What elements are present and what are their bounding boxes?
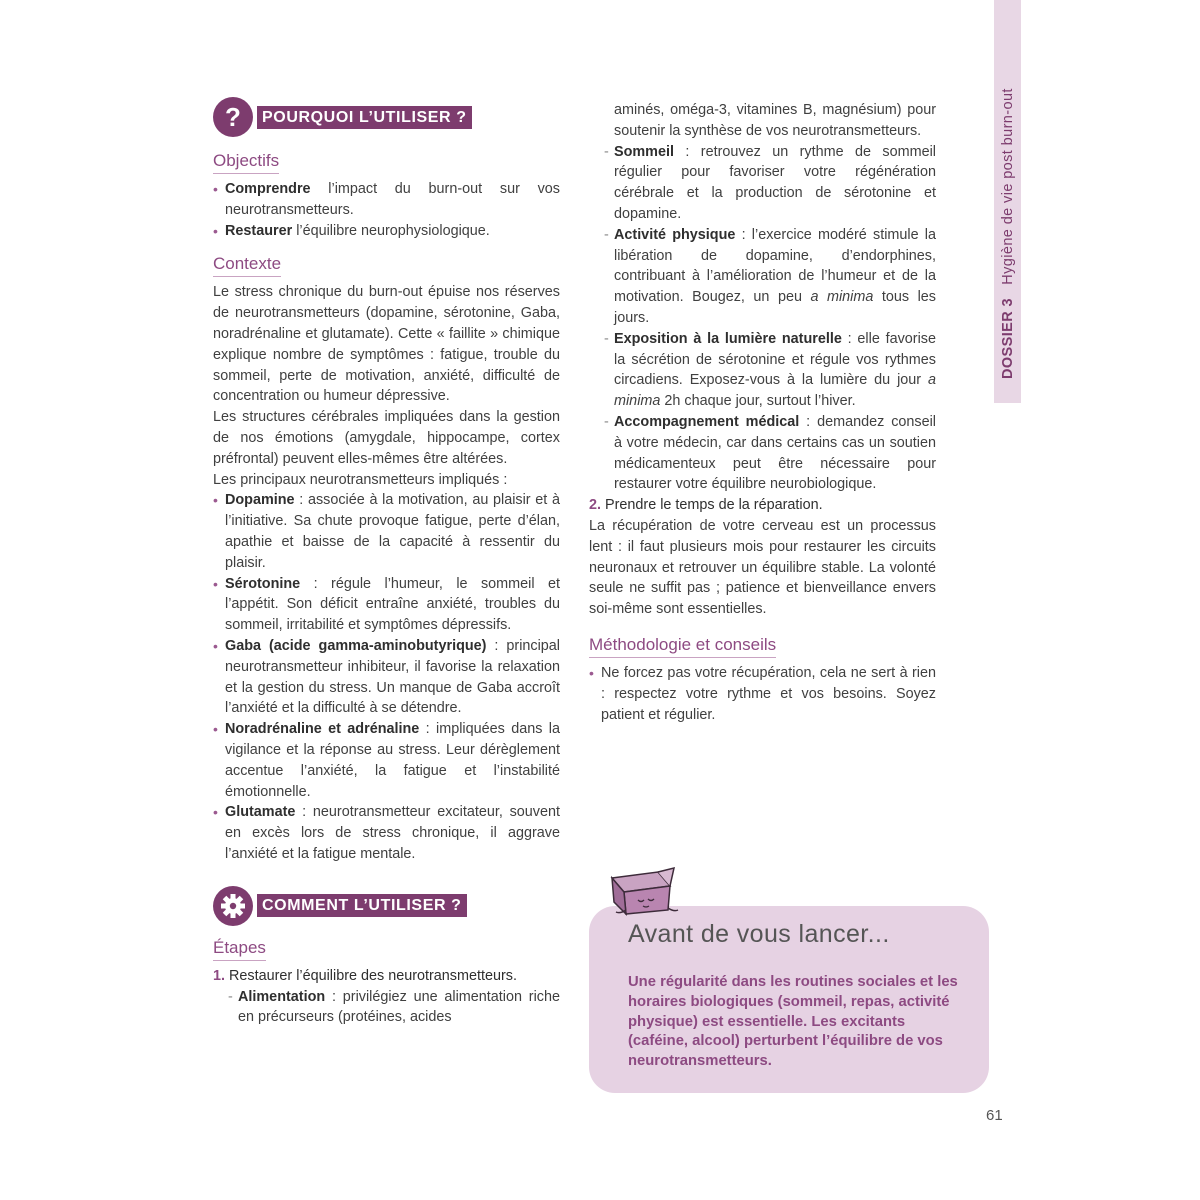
gear-icon xyxy=(213,886,253,926)
list-item: • Restaurer l’équilibre neurophysiologique. xyxy=(213,221,560,242)
contexte-paragraph: Les structures cérébrales impliquées dans la gestion de nos émotions (amygdale, hippocampe, cortex préfrontal) peuvent elles-mêmes être altérées. xyxy=(213,409,560,467)
neurotransmitters-list xyxy=(213,490,560,864)
alimentation-continuation: aminés, oméga-3, vitamines B, magnésium) pour soutenir la synthèse de vos neurotransmetteurs. xyxy=(614,102,936,139)
step-2-text: La récupération de votre cerveau est un processus lent : il faut plusieurs mois pour restaurer les circuits neuronaux et retrouver un équilibre stable. La volonté seule ne suffit pas ; patience et bienveillance envers soi-même sont essentielles. xyxy=(589,517,936,618)
contexte-paragraph: Les principaux neurotransmetteurs impliqués : xyxy=(213,471,508,488)
dossier-tab-label xyxy=(994,0,1021,403)
step-1-title: 1. Restaurer l’équilibre des neurotransmetteurs. xyxy=(213,967,517,984)
list-item: • Sérotonine : régule l’humeur, le sommeil et l’appétit. Son déficit entraîne anxiété, troubles du sommeil, irritabilité et symptômes dépressifs. xyxy=(213,574,560,636)
comment-label: COMMENT L’UTILISER ? xyxy=(257,894,467,917)
svg-text:?: ? xyxy=(225,102,241,132)
objectifs-list xyxy=(213,179,560,241)
dossier-number: DOSSIER 3 xyxy=(999,298,1016,379)
step-2-title: 2. Prendre le temps de la réparation. xyxy=(589,497,823,514)
list-item: • Ne forcez pas votre récupération, cela ne sert à rien : respectez votre rythme et vos besoins. Soyez patient et régulier. xyxy=(589,663,936,725)
list-item: - Alimentation : privilégiez une alimentation riche en précurseurs (protéines, acides xyxy=(213,987,560,1029)
list-item: - Exposition à la lumière naturelle : elle favorise la sécrétion de sérotonine et régule vos rythmes circadiens. Exposez-vous à la lumière du jour a minima 2h chaque jour, surtout l’hiver. xyxy=(589,329,936,412)
pourquoi-label: POURQUOI L’UTILISER ? xyxy=(257,106,472,129)
list-item: • Gaba (acide gamma-aminobutyrique) : principal neurotransmetteur inhibiteur, il favorise la relaxation et la gestion du stress. Un manque de Gaba accroît l’anxiété et la difficulté à se détendre. xyxy=(213,636,560,719)
objectifs-title: Objectifs xyxy=(213,150,279,174)
list-item: • Noradrénaline et adrénaline : impliquées dans la vigilance et la réponse au stress. Leur dérèglement accentue l’anxiété, la fatigue et l’instabilité émotionnelle. xyxy=(213,719,560,802)
step-1-list-continued xyxy=(589,142,936,496)
list-item: - Sommeil : retrouvez un rythme de sommeil régulier pour favoriser votre régénération cérébrale et la production de sérotonine et dopamine. xyxy=(589,142,936,225)
methodo-title: Méthodologie et conseils xyxy=(589,634,776,658)
etapes-title: Étapes xyxy=(213,937,266,961)
contexte-paragraph: Le stress chronique du burn-out épuise nos réserves de neurotransmetteurs (dopamine, sérotonine, Gaba, noradrénaline et glutamate). Cette « faillite » chimique explique nombre de symptômes : fatigue, trouble du sommeil, perte de motivation, anxiété, difficulté de concentration ou humeur dépressive. xyxy=(213,284,560,405)
box-mascot-icon xyxy=(604,866,684,918)
left-column xyxy=(213,96,560,1028)
list-item: - Activité physique : l’exercice modéré stimule la libération de dopamine, d’endorphines, contribuant à l’amélioration de l’humeur et de la motivation. Bougez, un peu a minima tous les jours. xyxy=(589,225,936,329)
list-item: • Comprendre l’impact du burn-out sur vos neurotransmetteurs. xyxy=(213,179,560,221)
tip-body: Une régularité dans les routines sociales et les horaires biologiques (sommeil, repas, activité physique) est essentielle. Les excitants (caféine, alcool) perturbent l’équilibre de vos neurotransmetteurs. xyxy=(628,974,958,1070)
dossier-title: Hygiène de vie post burn-out xyxy=(999,88,1016,285)
right-column xyxy=(589,100,936,725)
contexte-title: Contexte xyxy=(213,253,281,277)
comment-heading xyxy=(213,885,560,927)
tip-title: Avant de vous lancer... xyxy=(628,920,890,948)
methodo-list xyxy=(589,663,936,725)
list-item: - Accompagnement médical : demandez conseil à votre médecin, car dans certains cas un soutien médicamenteux peut être nécessaire pour restaurer votre équilibre neurobiologique. xyxy=(589,412,936,495)
list-item: • Glutamate : neurotransmetteur excitateur, souvent en excès lors de stress chronique, il aggrave l’anxiété et la fatigue mentale. xyxy=(213,802,560,864)
question-icon xyxy=(213,97,253,137)
step-1-list xyxy=(213,987,560,1029)
pourquoi-heading xyxy=(213,96,560,138)
page-number: 61 xyxy=(986,1107,1003,1124)
list-item: • Dopamine : associée à la motivation, au plaisir et à l’initiative. Sa chute provoque fatigue, perte d’élan, apathie et baisse de la capacité à ressentir du plaisir. xyxy=(213,490,560,573)
